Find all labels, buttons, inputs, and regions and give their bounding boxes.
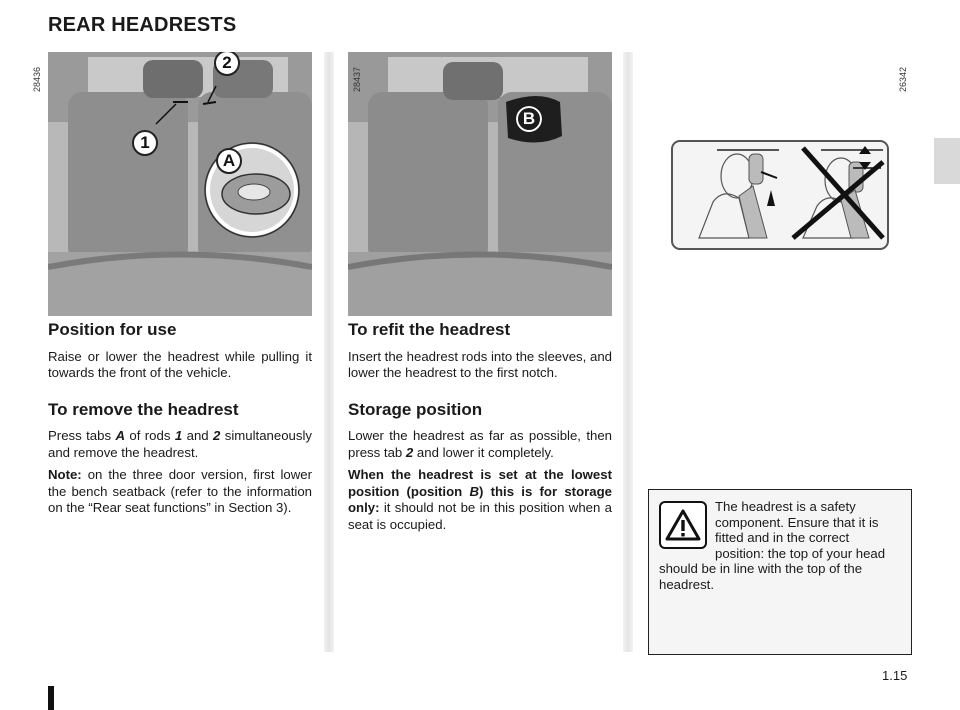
paragraph-storage-position: Lower the headrest as far as possible, then press tab 2 and lower it completely.	[348, 428, 612, 460]
figure-headrest-rods	[48, 52, 312, 316]
heading-storage-position: Storage position	[348, 399, 483, 419]
paragraph-position-for-use: Raise or lower the headrest while pulling it towards the front of the vehicle.	[48, 348, 312, 380]
heading-refit-headrest: To refit the headrest	[348, 320, 511, 339]
section-tab	[934, 138, 960, 184]
page-number: 1.15	[882, 668, 908, 683]
paragraph-storage-warning: When the headrest is set at the lowest position (position B) this is for storage only: it should not be in this position when a seat is occupied.	[348, 467, 612, 532]
column-divider	[324, 52, 334, 652]
page-title: REAR HEADRESTS	[48, 14, 237, 36]
figure-headrest-height-diagram	[671, 140, 889, 250]
column-divider	[623, 52, 633, 652]
callout-b: B	[516, 106, 542, 132]
column-middle	[348, 322, 612, 539]
paragraph-refit-headrest: Insert the headrest rods into the sleeves, and lower the headrest to the first notch.	[348, 348, 612, 380]
callout-a: A	[216, 148, 242, 174]
figure-ref-left: 28436	[32, 66, 42, 92]
heading-position-for-use: Position for use	[48, 320, 177, 339]
column-left	[48, 322, 312, 523]
callout-1: 1	[132, 130, 158, 156]
warning-triangle-icon	[659, 501, 707, 549]
paragraph-remove-headrest: Press tabs A of rods 1 and 2 simultaneously and remove the headrest.	[48, 428, 312, 460]
corner-mark	[48, 686, 54, 710]
warning-text: The headrest is a safety component. Ensure that it is fitted and in the correct position: the top of your head should be in line with the top of the headrest.	[659, 499, 886, 592]
heading-remove-headrest: To remove the headrest	[48, 399, 239, 419]
callout-2: 2	[214, 52, 240, 76]
warning-box	[648, 489, 912, 655]
figure-ref-middle: 28437	[352, 66, 362, 92]
paragraph-note: Note: on the three door version, first lower the bench seatback (refer to the information on the “Rear seat functions” in Section 3).	[48, 467, 312, 515]
figure-storage-position	[348, 52, 612, 316]
figure-ref-right: 26342	[898, 66, 908, 92]
